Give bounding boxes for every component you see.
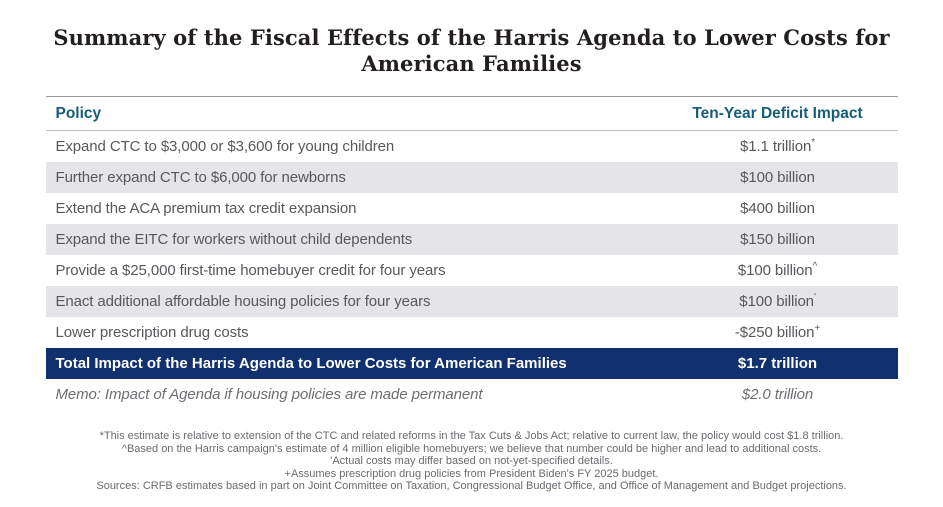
- value-text: $100 billion: [737, 262, 813, 279]
- policy-cell: Extend the ACA premium tax credit expansion: [55, 200, 357, 217]
- total-row: [46, 348, 898, 379]
- value-text: $100 billion: [740, 169, 815, 186]
- value-cell: [658, 262, 898, 279]
- footnote-marker: *: [811, 137, 816, 148]
- table-row: [46, 224, 898, 255]
- value-cell: [658, 200, 898, 217]
- value-cell: [658, 293, 898, 310]
- memo-value: $2.0 trillion: [741, 386, 814, 403]
- value-cell: [658, 138, 898, 155]
- policy-cell: Further expand CTC to $6,000 for newborns: [55, 169, 346, 186]
- table-row: [46, 286, 898, 317]
- memo-label: Memo: Impact of Agenda if housing policies are made permanent: [55, 386, 483, 403]
- value-cell: [658, 231, 898, 248]
- table-header-row: [46, 96, 898, 131]
- policy-cell: Lower prescription drug costs: [55, 324, 249, 341]
- value-text: $100 billion: [739, 293, 814, 310]
- total-label: Total Impact of the Harris Agenda to Lower Costs for American Families: [55, 355, 567, 372]
- value-text: -$250 billion: [734, 324, 815, 341]
- table-row: [46, 255, 898, 286]
- table-row: [46, 317, 898, 348]
- value-text: $150 billion: [740, 231, 815, 248]
- footnote-line: 'Actual costs may differ based on not-yet-specified details.: [330, 455, 613, 467]
- value-text: $400 billion: [740, 200, 815, 217]
- footnote-marker: ': [813, 292, 816, 303]
- fiscal-effects-table: [46, 96, 898, 410]
- footnote-line: *This estimate is relative to extension of the CTC and related reforms in the Tax Cuts & Jobs Act; relative to current law, the policy would cost $1.8 trillion.: [99, 430, 844, 442]
- footnote-marker: +: [814, 323, 821, 334]
- footnote-line: ^Based on the Harris campaign's estimate of 4 million eligible homebuyers; we believe that number could be higher and lead to additional costs.: [121, 442, 822, 455]
- impact-column-header: Ten-Year Deficit Impact: [692, 104, 863, 122]
- policy-cell: Expand the EITC for workers without child dependents: [55, 231, 413, 248]
- footnote-marker: ^: [812, 261, 818, 272]
- table-row: [46, 162, 898, 193]
- value-text: $1.1 trillion: [739, 138, 812, 155]
- footnotes: [22, 430, 922, 493]
- policy-cell: Provide a $25,000 first-time homebuyer credit for four years: [55, 262, 446, 279]
- policy-column-header: Policy: [55, 104, 102, 122]
- total-value: $1.7 trillion: [737, 355, 818, 372]
- policy-cell: Enact additional affordable housing policies for four years: [55, 293, 431, 310]
- value-cell: [658, 324, 898, 341]
- footnote-line: +Assumes prescription drug policies from President Biden's FY 2025 budget.: [284, 467, 659, 480]
- footnote-line: Sources: CRFB estimates based in part on Joint Committee on Taxation, Congressional Budget Office, and Office of Management and Budget projections.: [96, 480, 847, 492]
- value-cell: [658, 169, 898, 186]
- policy-cell: Expand CTC to $3,000 or $3,600 for young children: [55, 138, 395, 155]
- memo-row: [46, 379, 898, 410]
- page-title: Summary of the Fiscal Effects of the Harris Agenda to Lower Costs for American Families: [53, 25, 890, 76]
- table-row: [46, 193, 898, 224]
- table-row: [46, 131, 898, 162]
